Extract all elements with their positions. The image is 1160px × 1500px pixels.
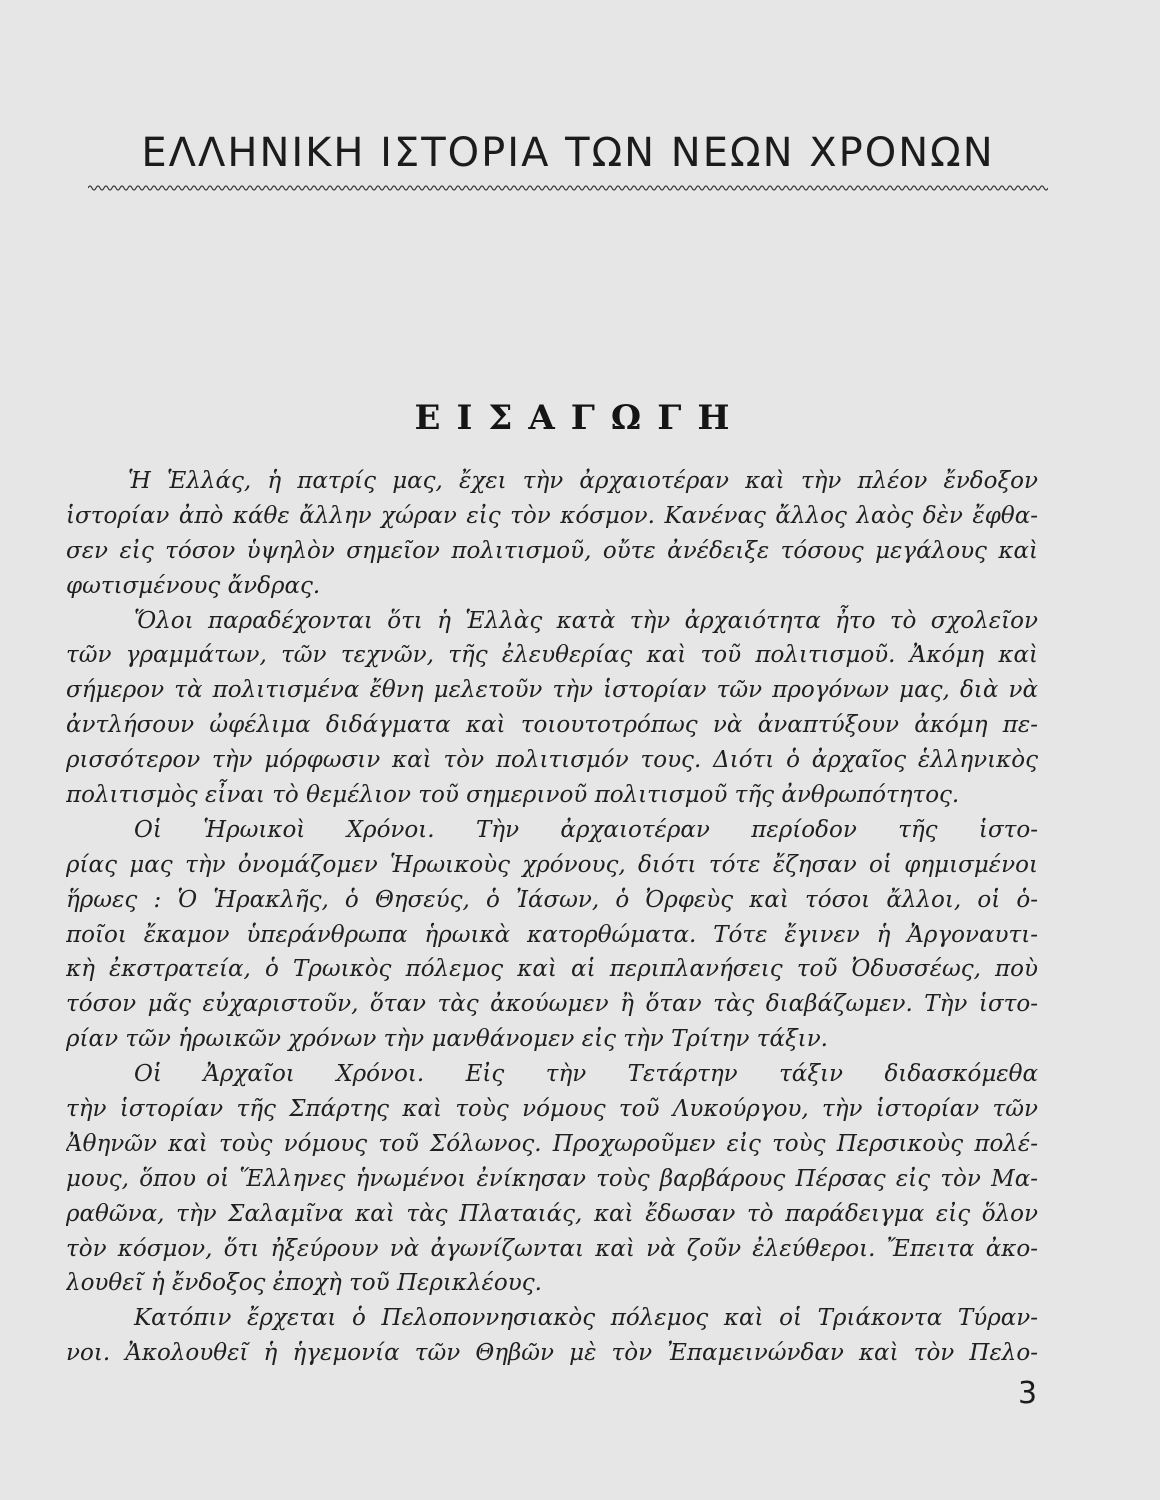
text-line: ἥρωες : Ὁ Ἡρακλῆς, ὁ Θησεύς, ὁ Ἰάσων, ὁ Ὀρφεὺς καὶ τόσοι ἄλλοι, οἱ ὁ- xyxy=(66,886,1038,913)
text-line: τόσον μᾶς εὐχαριστοῦν, ὅταν τὰς ἀκούωμεν ἢ ὅταν τὰς διαβάζωμεν. Τὴν ἱστο- xyxy=(66,991,1038,1018)
text-line: Οἱ Ἀρχαῖοι Χρόνοι. Εἰς τὴν Τετάρτην τάξιν διδασκόμεθα xyxy=(134,1061,1038,1088)
text-line: Ἡ Ἑλλάς, ἡ πατρίς μας, ἔχει τὴν ἀρχαιοτέραν καὶ τὴν πλέον ἔνδοξον xyxy=(128,468,1038,494)
text-line: σήμερον τὰ πολιτισμένα ἔθνη μελετοῦν τὴν ἱστορίαν τῶν προγόνων μας, διὰ νὰ xyxy=(66,677,1038,704)
text-line: μους, ὅπου οἱ Ἕλληνες ἡνωμένοι ἐνίκησαν τοὺς βαρβάρους Πέρσας εἰς τὸν Μα- xyxy=(66,1165,1038,1192)
text-line: φωτισμένους ἄνδρας. xyxy=(66,572,321,599)
text-line: τὸν κόσμον, ὅτι ἠξεύρουν νὰ ἀγωνίζωνται καὶ νὰ ζοῦν ἐλεύθεροι. Ἔπειτα ἀκο- xyxy=(66,1235,1038,1262)
text-line: ἱστορίαν ἀπὸ κάθε ἄλλην χώραν εἰς τὸν κόσμον. Κανένας ἄλλος λαὸς δὲν ἔφθα- xyxy=(66,502,1038,529)
text-line: τῶν γραμμάτων, τῶν τεχνῶν, τῆς ἐλευθερίας καὶ τοῦ πολιτισμοῦ. Ἀκόμη καὶ xyxy=(66,642,1038,669)
text-line: κὴ ἐκστρατεία, ὁ Τρωικὸς πόλεμος καὶ αἱ περιπλανήσεις τοῦ Ὀδυσσέως, ποὺ xyxy=(66,956,1038,983)
text-line: τὴν ἱστορίαν τῆς Σπάρτης καὶ τοὺς νόμους τοῦ Λυκούργου, τὴν ἱστορίαν τῶν xyxy=(66,1096,1038,1123)
text-line: πολιτισμὸς εἶναι τὸ θεμέλιον τοῦ σημερινοῦ πολιτισμοῦ τῆς ἀνθρωπότητος. xyxy=(66,782,960,809)
text-line: λουθεῖ ἡ ἔνδοξος ἐποχὴ τοῦ Περικλέους. xyxy=(66,1270,542,1297)
text-line: σεν εἰς τόσον ὑψηλὸν σημεῖον πολιτισμοῦ, οὔτε ἀνέδειξε τόσους μεγάλους καὶ xyxy=(66,537,1038,564)
body-text xyxy=(66,464,1038,1371)
text-line: νοι. Ἀκολουθεῖ ἡ ἡγεμονία τῶν Θηβῶν μὲ τὸν Ἐπαμεινώνδαν καὶ τὸν Πελο- xyxy=(66,1340,1038,1367)
text-line: ρισσότερον τὴν μόρφωσιν καὶ τὸν πολιτισμόν τους. Διότι ὁ ἀρχαῖος ἑλληνικὸς xyxy=(66,747,1038,774)
text-line: Ὅλοι παραδέχονται ὅτι ἡ Ἑλλὰς κατὰ τὴν ἀρχαιότητα ἦτο τὸ σχολεῖον xyxy=(134,607,1038,634)
section-title: ΕΙΣΑΓΩΓΗ xyxy=(414,398,746,438)
text-line: Ἀθηνῶν καὶ τοὺς νόμους τοῦ Σόλωνος. Προχωροῦμεν εἰς τοὺς Περσικοὺς πολέ- xyxy=(66,1130,1038,1157)
running-title: ΕΛΛΗΝΙΚΗ ΙΣΤΟΡΙΑ ΤΩΝ ΝΕΩΝ ΧΡΟΝΩΝ xyxy=(141,130,995,176)
text-line: ἀντλήσουν ὠφέλιμα διδάγματα καὶ τοιουτοτρόπως νὰ ἀναπτύξουν ἀκόμη πε- xyxy=(66,712,1038,739)
text-line: ποῖοι ἔκαμον ὑπεράνθρωπα ἡρωικὰ κατορθώματα. Τότε ἔγινεν ἡ Ἀργοναυτι- xyxy=(66,921,1038,948)
text-line: ρίαν τῶν ἡρωικῶν χρόνων τὴν μανθάνομεν εἰς τὴν Τρίτην τάξιν. xyxy=(66,1026,828,1053)
page-number: 3 xyxy=(1018,1376,1038,1411)
text-line: Κατόπιν ἔρχεται ὁ Πελοποννησιακὸς πόλεμος καὶ οἱ Τριάκοντα Τύραν- xyxy=(134,1305,1038,1332)
text-line: ραθῶνα, τὴν Σαλαμῖνα καὶ τὰς Πλαταιάς, καὶ ἔδωσαν τὸ παράδειγμα εἰς ὅλον xyxy=(66,1200,1038,1227)
text-line: ρίας μας τὴν ὀνομάζομεν Ἡρωικοὺς χρόνους, διότι τότε ἔζησαν οἱ φημισμένοι xyxy=(66,851,1038,878)
wavy-rule xyxy=(88,182,1048,194)
text-line: Οἱ Ἡρωικοὶ Χρόνοι. Τὴν ἀρχαιοτέραν περίοδον τῆς ἱστο- xyxy=(134,816,1038,843)
